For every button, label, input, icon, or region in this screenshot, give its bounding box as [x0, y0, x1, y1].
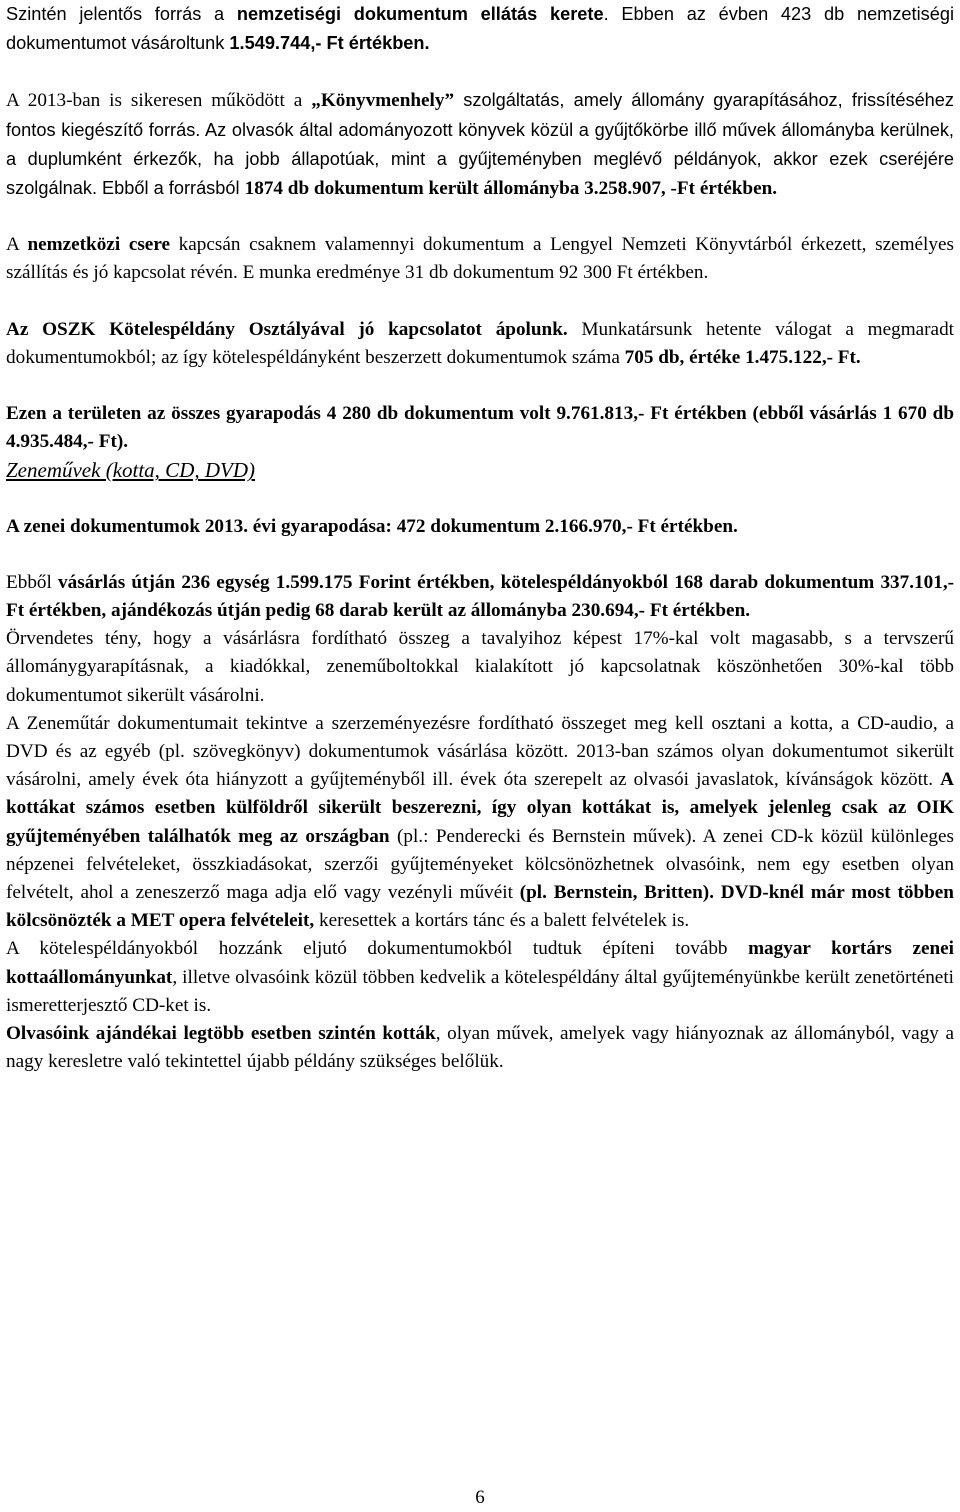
document-page: [6, 0, 954, 1077]
paragraph-zenei-gyarapodas: [6, 513, 954, 541]
text-span-bold: vásárlás útján 236 egység 1.599.175 Forint értékben, kötelespéldányokból 168 darab dokumentum 337.101,- Ft értékben, ajándékozás útján pedig 68 darab került az állományba 230.694,- Ft értékben.: [6, 571, 954, 622]
text-span: , olyan művek, amelyek vagy hiányoznak az állományból, vagy a nagy keresletre való tekintettel újabb példány szükséges belőlük.: [6, 1023, 954, 1073]
text-span: kapcsán csaknem valamennyi dokumentum a Lengyel Nemzeti Könyvtárból érkezett, személyes szállítás és jó kapcsolat révén. E munka eredménye 31 db dokumentum 92 300 Ft értékben.: [6, 234, 954, 284]
paragraph-osszes-gyarapodas: [6, 400, 954, 456]
page-number: 6: [475, 1487, 485, 1508]
text-span: . Ebben az évben 423 db nemzetiségi dokumentumot vásároltunk: [6, 4, 955, 54]
text-span: Szintén jelentős forrás a: [6, 4, 237, 24]
text-span-bold: 1874 db dokumentum került állományba 3.258.907, -Ft értékben.: [244, 178, 778, 200]
text-span-bold: nemzetközi csere: [27, 234, 170, 256]
text-span: A: [6, 234, 28, 256]
text-span: A kötelespéldányokból hozzánk eljutó dokumentumokból tudtuk építeni tovább: [6, 938, 749, 960]
paragraph-ajandekok: [6, 1020, 954, 1076]
text-span: Munkatársunk hetente válogat a megmaradt dokumentumokból; az így kötelespéldányként beszerzett dokumentumok száma: [6, 318, 954, 368]
text-span-bold: A zenei dokumentumok 2013. évi gyarapodása: 472 dokumentum 2.166.970,- Ft értékben.: [6, 515, 738, 537]
text-span: A 2013-ban is sikeresen működött a: [6, 90, 312, 112]
text-span-bold: 1.549.744,- Ft értékben.: [229, 33, 430, 54]
paragraph-vasarlas: [6, 569, 954, 625]
text-span-bold: nemzetiségi dokumentum ellátás kerete: [236, 4, 604, 24]
text-span-bold: Az OSZK Kötelespéldány Osztályával jó kapcsolatot ápolunk.: [6, 318, 568, 340]
text-span-bold: magyar kortárs zenei kottaállományunkat: [6, 938, 954, 988]
text-span: , illetve olvasóink közül többen kedvelik a kötelespéldány által gyűjteményünkbe került zenetörténeti ismeretterjesztő CD-ket is.: [6, 966, 954, 1016]
paragraph-konyvmenhely: [6, 86, 954, 203]
section-heading: Zeneművek (kotta, CD, DVD): [6, 458, 256, 483]
paragraph-nemzetisegi: [6, 0, 954, 58]
paragraph-kotelespeldany: [6, 935, 954, 1020]
paragraph-zenemutar: [6, 710, 954, 936]
text-span: A Zeneműtár dokumentumait tekintve a szerzeményezésre fordítható összeget meg kell osztani a kotta, a CD-audio, a DVD és az egyéb (pl. szövegkönyv) dokumentumok vásárlása között. 2013-ban számos olyan dokumentumot sikerült vásárolni, amely évek óta hiányzott a gyűjteményből ill. évek óta szerepelt az olvasói javaslatok, kívánságok között.: [6, 712, 954, 791]
text-span: keresettek a kortárs tánc és a balett felvételek is.: [314, 910, 690, 932]
text-span: szolgáltatás, amely állomány gyarapításához, frissítéséhez fontos kiegészítő forrás. Az olvasók által adományozott könyvek közül a gyűjtőkörbe illő művek állományba kerülnek, a duplumként érkezők, ha jobb állapotúak, mint a gyűjteményben meglévő példányok, akkor ezek cseréjére szolgálnak. Ebből a forrásból: [6, 90, 955, 199]
text-span: Ebből: [6, 571, 59, 593]
paragraph-nemzetkozi-csere: [6, 231, 954, 287]
text-span-bold: (pl. Bernstein, Britten). DVD-knél már most többen kölcsönözték a MET opera felvételeit,: [6, 882, 954, 932]
text-span-bold: Olvasóink ajándékai legtöbb esetben szintén kották: [6, 1023, 436, 1045]
text-span-bold: A kottákat számos esetben külföldről sikerült beszerezni, így olyan kottákat is, amelyek jelenleg csak az OIK gyűjteményében találhatók meg az országban: [6, 769, 954, 847]
text-span-bold: „Könyvmenhely”: [311, 90, 455, 112]
paragraph-orvendetes: [6, 625, 954, 710]
text-span: (pl.: Penderecki és Bernstein művek). A zenei CD-k közül különleges népzenei felvételeket, összkiadásokat, szerzői gyűjteményeket kölcsönözhetnek olvasóink, nem egy esetben olyan felvételt, ahol a zeneszerző maga adja elő vagy vezényli művéit: [6, 825, 954, 904]
text-span-bold: 705 db, értéke 1.475.122,- Ft.: [624, 346, 861, 368]
text-span: Örvendetes tény, hogy a vásárlásra fordítható összeg a tavalyihoz képest 17%-kal volt magasabb, s a tervszerű állománygyarapításnak, a kiadókkal, zeneműboltokkal kialakított jó kapcsolatnak köszönhetően 30%-kal több dokumentumot sikerült vásárolni.: [6, 628, 954, 706]
text-span-bold: Ezen a területen az összes gyarapodás 4 280 db dokumentum volt 9.761.813,- Ft értékben (ebből vásárlás 1 670 db 4.935.484,- Ft).: [6, 403, 954, 453]
paragraph-oszk: [6, 316, 954, 372]
